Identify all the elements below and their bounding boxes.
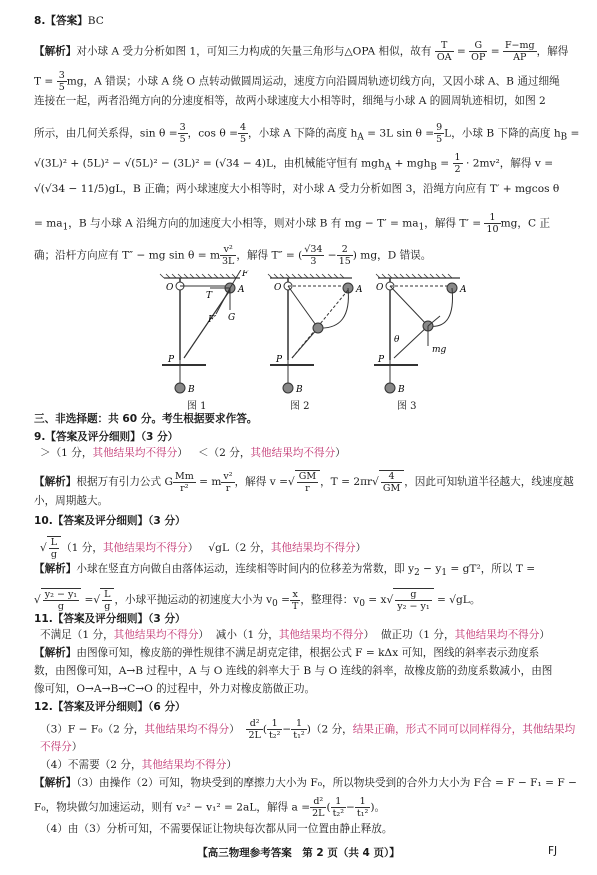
page-footer: 【高三物理参考答案 第 2 页（共 4 页）】 <box>197 847 400 859</box>
q12-analysis-line1: 【解析】（3）由操作（2）可知，物块受到的摩擦力大小为 F₀，所以物块受到的合外力大小为 F合 = F − F₁ = F − <box>34 777 577 789</box>
fraction: $\frac{F-mg}{AP}$ <box>504 40 535 63</box>
svg-text:F: F <box>242 270 249 279</box>
q11-analysis-line1: 【解析】由图像可知，橡皮筋的弹性规律不满足胡克定律，根据公式 F = kΔx 可知，图线的斜率表示劲度系 <box>34 647 540 659</box>
q11-title: 11.【答案及评分细则】（3 分） <box>34 613 186 625</box>
figure-3 <box>370 270 500 395</box>
q12-analysis-line3: （4）由（3）分析可知，不需要保证让物块每次都从同一位置由静止释放。 <box>40 823 393 835</box>
fraction: $\frac{3}{5}$ <box>58 70 65 93</box>
q10-analysis-line1: 【解析】小球在竖直方向做自由落体运动，连续相等时间内的位移差为常数，即 $y_2 - y_1 = gT^2$，所以 T = <box>34 563 536 579</box>
svg-text:P: P <box>168 355 175 365</box>
fraction: $\frac{G}{OP}$ <box>471 40 486 63</box>
figure-3-label: 图 3 <box>397 401 417 412</box>
svg-text:B: B <box>398 385 405 395</box>
svg-text:O: O <box>376 283 384 293</box>
svg-text:θ: θ <box>394 335 400 345</box>
q12-answer-3-cont: 不得分） <box>40 741 83 753</box>
q11-analysis-line3: 像可知，O→A→B→C→O 的过程中，外力对橡皮筋做正功。 <box>34 683 316 695</box>
svg-text:P: P <box>378 355 385 365</box>
q12-analysis-line2: F₀，物块做匀加速运动，则有 v₂² − v₁² = 2aL，解得 a = $\frac{\text{d²}}{2L}$ ( $\frac{1}{\text{t₂²}}$ − $\frac{1}{\text{t₁²}}$ )。 <box>34 796 386 819</box>
fraction: $\frac{T}{OA}$ <box>436 40 452 63</box>
svg-text:G: G <box>228 313 236 323</box>
svg-text:O: O <box>274 283 282 293</box>
q9-analysis-line2: 小，周期越大。 <box>34 495 109 507</box>
q12-answer-3: （3）F − F₀（2 分，其他结果均不得分） $\frac{\text{d²}}{2L}$ ( $\frac{1}{\text{t₂²}}$ − $\frac{1}{\text{t₁²}}$ )（2 分，结果正确，形式不同可以同样得分，其他结果均 <box>40 718 576 741</box>
svg-text:F′: F′ <box>208 315 217 325</box>
q8-analysis-line8: 确；沿杆方向应有 T″ − mg sin θ = m $\frac{\text{v²}}{3L}$ ，解得 T″ = ( $\frac{√34}{3}$ − $\frac{2}{15}$ ) mg，D 错误。 <box>34 244 432 267</box>
q8-answer: 8.【答案】BC <box>34 15 104 27</box>
q8-analysis-line2: T = $\frac{3}{5}$ mg，A 错误；小球 A 绕 O 点转动做圆周运动，速度方向沿圆周轨迹切线方向，又因小球 A、B 通过细绳 <box>34 70 560 93</box>
q8-analysis-line5: √(3L)² + (5L)² − √(5L)² − (3L)² = (√34 − 4)L，由机械能守恒有 mgh$_A$ + mgh$_B$ = $\frac{1}{2}$ · 2mv²，解得 v = <box>34 152 554 175</box>
q8-analysis-line3: 连接在一起，两者沿绳方向的分速度相等，故两小球速度大小相等时，细绳与小球 A 的圆周轨迹相切，如图 2 <box>34 95 546 107</box>
svg-text:B: B <box>188 385 195 395</box>
svg-text:mg: mg <box>432 345 447 355</box>
figure-2-label: 图 2 <box>290 401 310 412</box>
q10-answers: √ $\frac{L}{g}$ （1 分，其他结果均不得分） √gL（2 分，其他结果均不得分） <box>40 537 367 560</box>
svg-text:A: A <box>460 285 467 295</box>
figure-1-label: 图 1 <box>187 401 207 412</box>
q8-analysis-line6: √(√34 − 11/5)gL，B 正确；两小球速度大小相等时，对小球 A 受力分析如图 3，沿绳方向应有 T′ + mgcos θ <box>34 183 560 195</box>
svg-text:P: P <box>276 355 283 365</box>
footer-code: FJ <box>548 845 558 857</box>
q9-title: 9.【答案及评分细则】（3 分） <box>34 431 179 443</box>
q10-analysis-line2: √ $\frac{\text{y₂ − y₁}}{g}$ =√ $\frac{L}{g}$ ，小球平抛运动的初速度大小为 $v_0$ = $\frac{x}{T}$ ，整理得：$v_0 = x√$ $\frac{g}{\text{y₂ − y₁}}$ = √gL。 <box>34 588 481 612</box>
svg-text:T: T <box>206 291 213 301</box>
q11-analysis-line2: 数，由图像可知，A→B 过程中，A 与 O 连线的斜率大于 B 与 O 连线的斜率，故橡皮筋的劲度系数减小，由图 <box>34 665 553 677</box>
svg-text:A: A <box>238 285 245 295</box>
q10-title: 10.【答案及评分细则】（3 分） <box>34 515 186 527</box>
figure-1 <box>150 270 270 395</box>
q9-answers: ＞（1 分，其他结果均不得分） ＜（2 分，其他结果均不得分） <box>40 447 346 459</box>
svg-text:B: B <box>296 385 303 395</box>
svg-text:O: O <box>166 283 174 293</box>
svg-text:A: A <box>356 285 363 295</box>
q8-analysis-line1: 【解析】对小球 A 受力分析如图 1，可知三力构成的矢量三角形与△OPA 相似，故有 $\frac{T}{OA}$ = $\frac{G}{OP}$ = $\frac{F-mg}{AP}$ ，解得 <box>34 40 569 63</box>
q8-analysis-line7: = $ma_1$，B 与小球 A 沿绳方向的加速度大小相等，则对小球 B 有 mg − $T' = ma_1$，解得 T′ = $\frac{1}{10}$ mg，C 正 <box>34 212 551 235</box>
q12-title: 12.【答案及评分细则】（6 分） <box>34 701 186 713</box>
q12-answer-4: （4）不需要（2 分，其他结果均不得分） <box>40 759 237 771</box>
q9-analysis-line1: 【解析】根据万有引力公式 G $\frac{Mm}{\text{r²}}$ = m $\frac{\text{v²}}{r}$ ，解得 v =√ $\frac{GM}{r}$ ，T = 2πr√ $\frac{4}{GM}$ ，因此可知轨道半径越大，线速度越 <box>34 470 574 494</box>
q11-answers: 不满足（1 分，其他结果均不得分） 减小（1 分，其他结果均不得分） 做正功（1 分，其他结果均不得分） <box>40 629 550 641</box>
q8-analysis-line4: 所示，由几何关系得，sin θ = $\frac{3}{5}$ ，cos θ = $\frac{4}{5}$ ，小球 A 下降的高度 $h_A = 3L$ sin θ = $\frac{9}{5}$ L，小球 B 下降的高度 $h_B$ = <box>34 122 580 145</box>
section-title: 三、非选择题：共 60 分。考生根据要求作答。 <box>34 413 258 425</box>
